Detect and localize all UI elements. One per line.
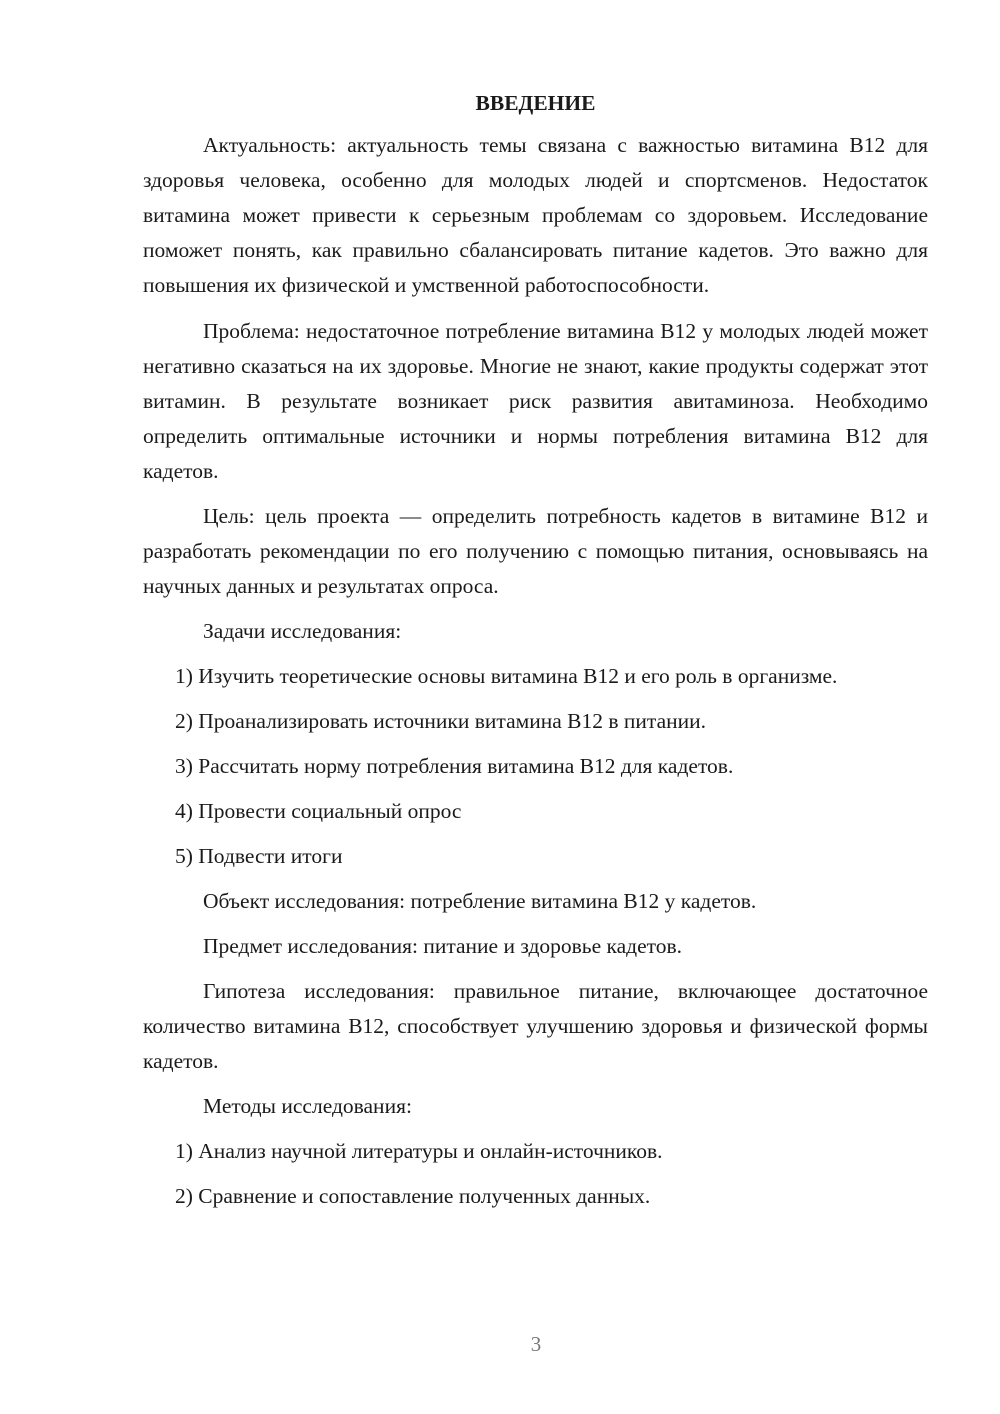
page-number: 3: [530, 1332, 542, 1356]
list-item: 5) Подвести итоги: [175, 844, 343, 868]
paragraph-object: Объект исследования: потребление витамина B12 у кадетов.: [203, 889, 757, 913]
tasks-heading: Задачи исследования:: [203, 619, 402, 643]
paragraph-problem: Проблема: недостаточное потребление витамина B12 у молодых людей может негативно сказаться на их здоровье. Многие не знают, какие продукты содержат этот витамин. В результате возникает риск развития авитаминоза. Необходимо определить оптимальные источники и нормы потребления витамина B12 для кадетов.: [143, 319, 928, 483]
list-item: 1) Анализ научной литературы и онлайн-источников.: [175, 1139, 663, 1163]
paragraph-goal: Цель: цель проекта — определить потребность кадетов в витамине B12 и разработать рекомендации по его получению с помощью питания, основываясь на научных данных и результатах опроса.: [143, 504, 928, 598]
methods-heading: Методы исследования:: [203, 1094, 412, 1118]
list-item: 2) Сравнение и сопоставление полученных данных.: [175, 1184, 651, 1208]
document-title: ВВЕДЕНИЕ: [475, 91, 596, 115]
list-item: 4) Провести социальный опрос: [175, 799, 462, 823]
list-item: 1) Изучить теоретические основы витамина B12 и его роль в организме.: [175, 664, 838, 688]
list-item: 3) Рассчитать норму потребления витамина B12 для кадетов.: [175, 754, 734, 778]
list-item: 2) Проанализировать источники витамина B12 в питании.: [175, 709, 707, 733]
paragraph-relevance: Актуальность: актуальность темы связана с важностью витамина B12 для здоровья человека, особенно для молодых людей и спортсменов. Недостаток витамина может привести к серьезным проблемам со здоровьем. Исследование поможет понять, как правильно сбалансировать питание кадетов. Это важно для повышения их физической и умственной работоспособности.: [143, 133, 928, 297]
paragraph-subject: Предмет исследования: питание и здоровье кадетов.: [203, 934, 683, 958]
tasks-list: [143, 659, 928, 874]
document-page: [143, 88, 928, 1224]
paragraph-hypothesis: Гипотеза исследования: правильное питание, включающее достаточное количество витамина B12, способствует улучшению здоровья и физической формы кадетов.: [143, 979, 928, 1073]
methods-list: [143, 1134, 928, 1214]
